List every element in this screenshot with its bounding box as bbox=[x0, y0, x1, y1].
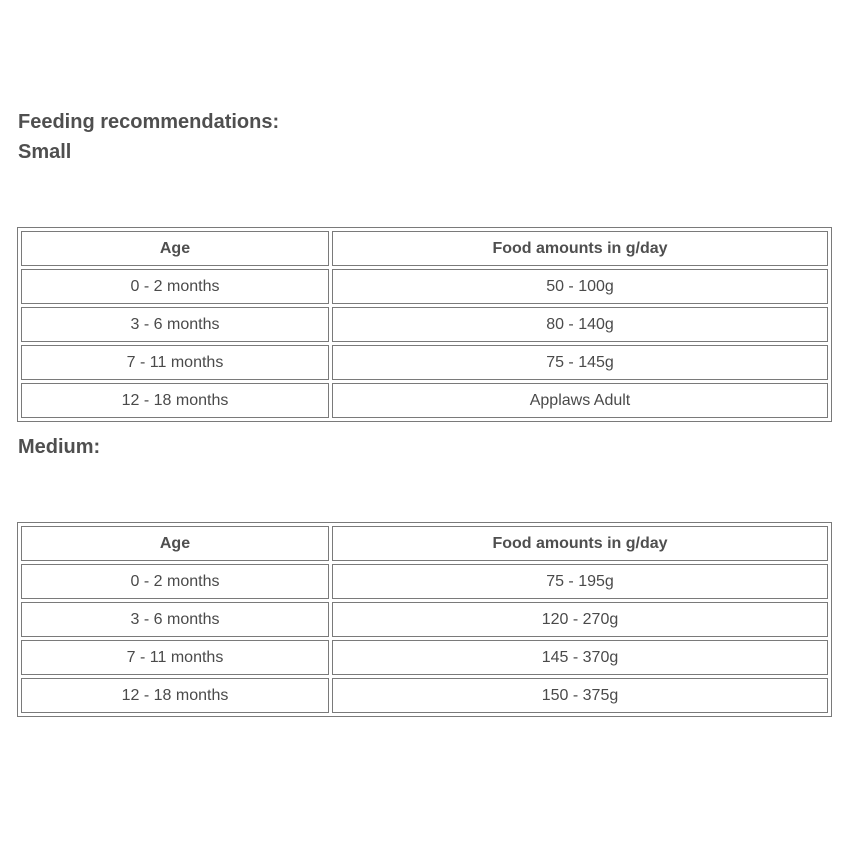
medium-section-title: Medium: bbox=[18, 436, 101, 458]
small-section-title: Small bbox=[18, 141, 72, 163]
table-row bbox=[21, 678, 828, 713]
age-cell: 12 - 18 months bbox=[21, 383, 329, 418]
amount-cell: Applaws Adult bbox=[332, 383, 828, 418]
age-cell: 3 - 6 months bbox=[21, 307, 329, 342]
table-row bbox=[21, 269, 828, 304]
amount-cell: 80 - 140g bbox=[332, 307, 828, 342]
amount-cell: 50 - 100g bbox=[332, 269, 828, 304]
table-row bbox=[21, 564, 828, 599]
medium-feeding-table bbox=[17, 522, 832, 717]
amount-cell: 75 - 145g bbox=[332, 345, 828, 380]
age-cell: 12 - 18 months bbox=[21, 678, 329, 713]
table-row bbox=[21, 307, 828, 342]
age-cell: 7 - 11 months bbox=[21, 345, 329, 380]
age-cell: 0 - 2 months bbox=[21, 269, 329, 304]
age-cell: 0 - 2 months bbox=[21, 564, 329, 599]
age-column-header: Age bbox=[21, 526, 329, 561]
table-row bbox=[21, 602, 828, 637]
amount-cell: 120 - 270g bbox=[332, 602, 828, 637]
table-row bbox=[21, 383, 828, 418]
table-row bbox=[21, 345, 828, 380]
table-header-row bbox=[21, 231, 828, 266]
amount-column-header: Food amounts in g/day bbox=[332, 526, 828, 561]
amount-cell: 150 - 375g bbox=[332, 678, 828, 713]
amount-cell: 75 - 195g bbox=[332, 564, 828, 599]
table-row bbox=[21, 640, 828, 675]
amount-column-header: Food amounts in g/day bbox=[332, 231, 828, 266]
age-column-header: Age bbox=[21, 231, 329, 266]
age-cell: 7 - 11 months bbox=[21, 640, 329, 675]
age-cell: 3 - 6 months bbox=[21, 602, 329, 637]
small-feeding-table bbox=[17, 227, 832, 422]
feeding-recommendations-title: Feeding recommendations: bbox=[18, 111, 280, 133]
table-header-row bbox=[21, 526, 828, 561]
amount-cell: 145 - 370g bbox=[332, 640, 828, 675]
